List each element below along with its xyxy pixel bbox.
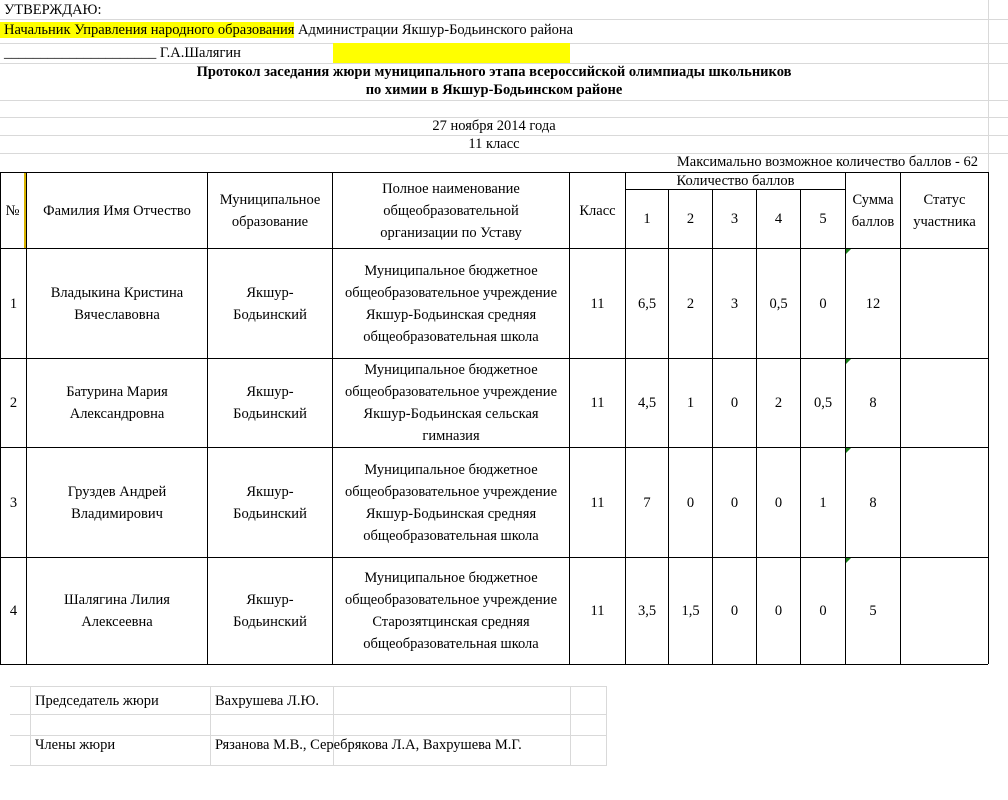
formula-warning-icon: [846, 249, 851, 254]
gridline: [10, 686, 606, 687]
header-score-5: 5: [819, 211, 827, 227]
score-3: 0: [730, 603, 739, 619]
gridline: [606, 686, 607, 766]
score-4: 2: [774, 395, 783, 411]
jury-chair-value: Вахрушева Л.Ю.: [215, 693, 319, 709]
class-value: 11: [590, 295, 605, 312]
position-highlight: Начальник Управления народного образования: [0, 22, 294, 38]
sum-value: 8: [869, 494, 877, 511]
score-5: 1: [819, 494, 827, 511]
municipality: Якшур-Бодьинский: [233, 483, 307, 522]
participant-name: Груздев Андрей Владимирович: [67, 483, 167, 522]
table-border: [0, 664, 988, 665]
status-value: [901, 249, 988, 358]
position-rest: Администрации Якшур-Бодьинского района: [294, 22, 574, 38]
participant-name: Владыкина Кристина Вячеславовна: [50, 284, 184, 323]
score-1: 4,5: [637, 395, 657, 411]
score-3: 0: [730, 395, 739, 411]
signature-line: _____________________ Г.А.Шалягин: [4, 45, 241, 61]
header-school: Полное наименование общеобразовательной организации по Уставу: [380, 180, 522, 241]
score-5: 0: [819, 295, 827, 312]
score-3: 0: [730, 494, 739, 511]
approve-label: УТВЕРЖДАЮ:: [4, 2, 102, 18]
municipality: Якшур-Бодьинский: [233, 384, 307, 422]
formula-warning-icon: [846, 359, 851, 364]
header-status: Статус участника: [913, 191, 976, 230]
sum-value: 5: [869, 603, 877, 619]
header-score-4: 4: [774, 211, 783, 227]
jury-members-label: Члены жюри: [35, 737, 116, 753]
gridline: [570, 686, 571, 766]
score-2: 0: [686, 494, 695, 511]
protocol-date: 27 ноября 2014 года: [432, 118, 556, 134]
jury-members-value: Рязанова М.В., Серебрякова Л.А, Вахрушева М.Г.: [215, 737, 522, 753]
status-value: [901, 448, 988, 557]
header-score-2: 2: [686, 211, 695, 227]
page-title: Протокол заседания жюри муниципального этапа всероссийской олимпиады школьников: [196, 64, 792, 80]
header-score-3: 3: [730, 211, 739, 227]
gridline: [210, 686, 211, 766]
row-num: 3: [9, 494, 18, 511]
page-subtitle: по химии в Якшур-Бодьинском районе: [365, 82, 623, 98]
score-4: 0: [774, 603, 783, 619]
grade-label: 11 класс: [468, 136, 520, 152]
sum-value: 12: [865, 295, 881, 312]
sum-value: 8: [869, 395, 877, 411]
class-value: 11: [590, 395, 605, 411]
header-num: №: [1, 173, 26, 248]
highlighted-cell: [333, 43, 570, 63]
header-name: Фамилия Имя Отчество: [43, 202, 191, 219]
score-1: 3,5: [637, 603, 657, 619]
class-value: 11: [590, 494, 605, 511]
jury-chair-label: Председатель жюри: [35, 693, 159, 709]
formula-warning-icon: [846, 448, 851, 453]
max-score-label: Максимально возможное количество баллов - 62: [676, 154, 978, 170]
participant-name: Шалягина Лилия Алексеевна: [64, 592, 170, 630]
gridline: [333, 686, 334, 766]
row-num: 2: [9, 395, 18, 411]
score-2: 1: [686, 395, 695, 411]
score-1: 7: [643, 494, 651, 511]
score-3: 3: [730, 295, 739, 312]
score-2: 1,5: [681, 603, 700, 619]
row-num: 4: [9, 603, 18, 619]
official-position: [0, 22, 573, 39]
school-name: Муниципальное бюджетное общеобразовательное учреждение Якшур-Бодьинская средняя общеобразовательная школа: [344, 461, 558, 544]
participant-name: Батурина Мария Александровна: [66, 384, 168, 422]
gridline: [10, 735, 606, 736]
header-sum: Сумма баллов: [851, 191, 895, 230]
score-2: 2: [686, 295, 695, 312]
status-value: [901, 558, 988, 664]
gridline: [988, 0, 989, 172]
score-5: 0: [819, 603, 827, 619]
school-name: Муниципальное бюджетное общеобразовательное учреждение Якшур-Бодьинская средняя общеобразовательная школа: [344, 262, 558, 345]
score-5: 0,5: [813, 395, 833, 411]
table-border: [988, 172, 989, 664]
school-name: Муниципальное бюджетное общеобразовательное учреждение Якшур-Бодьинская сельская гимназия: [344, 362, 558, 444]
school-name: Муниципальное бюджетное общеобразовательное учреждение Старозятцинская средняя общеобразовательная школа: [344, 570, 558, 652]
header-municipality: Муниципальное образование: [219, 191, 321, 230]
score-4: 0: [774, 494, 783, 511]
formula-warning-icon: [846, 558, 851, 563]
score-4: 0,5: [769, 295, 788, 312]
header-scores: Количество баллов: [676, 172, 795, 189]
class-value: 11: [590, 603, 605, 619]
municipality: Якшур-Бодьинский: [233, 284, 307, 323]
gridline: [0, 19, 1008, 20]
gridline: [10, 714, 606, 715]
row-num: 1: [9, 295, 18, 312]
gridline: [0, 100, 1008, 101]
header-class: Класс: [579, 202, 616, 219]
municipality: Якшур-Бодьинский: [233, 592, 307, 630]
gridline: [10, 765, 606, 766]
header-score-1: 1: [643, 211, 651, 227]
gridline: [30, 686, 31, 766]
status-value: [901, 359, 988, 447]
score-1: 6,5: [637, 295, 657, 312]
